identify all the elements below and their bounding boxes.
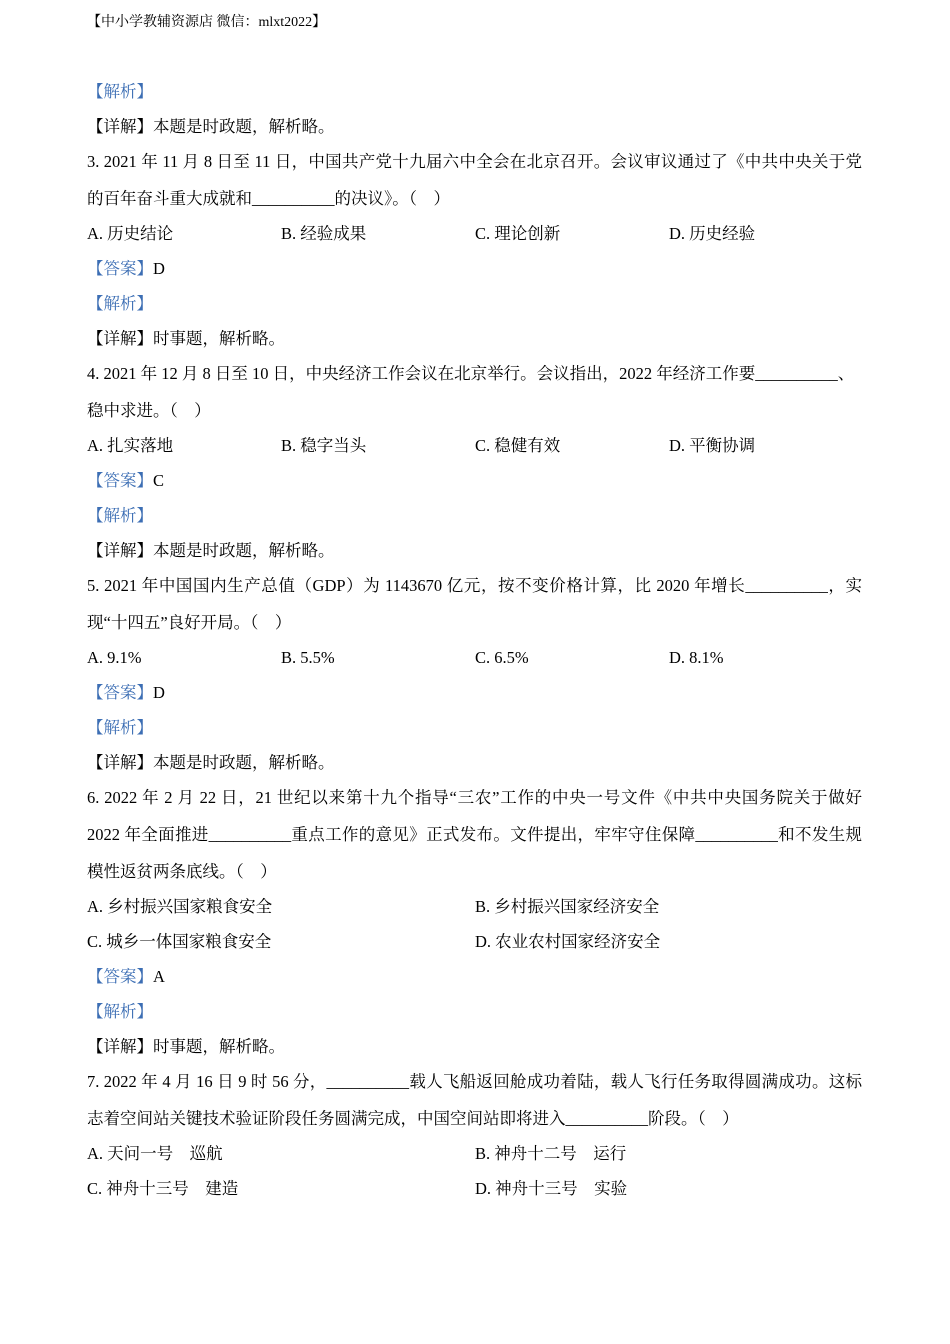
options-row xyxy=(87,924,862,959)
stem-line: 4. 2021 年 12 月 8 日至 10 日，中央经济工作会议在北京举行。会议指出，2022 年经济工作要__________、 xyxy=(87,363,855,383)
detail-line xyxy=(87,321,862,356)
stem-line: 5. 2021 年中国国内生产总值（GDP）为 1143670 亿元，按不变价格计算，比 2020 年增长__________，实 xyxy=(87,575,862,595)
options-row xyxy=(87,889,862,924)
analysis-label: 【解析】 xyxy=(87,81,153,101)
stem-line: 6. 2022 年 2 月 22 日，21 世纪以来第十九个指导“三农”工作的中央一号文件《中共中央国务院关于做好 xyxy=(87,787,862,807)
option-b: B. 5.5% xyxy=(281,647,335,667)
answer-label: 【答案】 xyxy=(87,470,153,490)
detail-text: 本题是时政题，解析略。 xyxy=(153,116,335,136)
options-row xyxy=(87,640,862,675)
analysis-label: 【解析】 xyxy=(87,293,153,313)
analysis-line xyxy=(87,498,862,533)
stem-line: 志着空间站关键技术验证阶段任务圆满完成，中国空间站即将进入__________阶段。（ ） xyxy=(87,1108,739,1128)
option-d: D. 神舟十三号 实验 xyxy=(475,1178,628,1198)
detail-text: 时事题，解析略。 xyxy=(153,328,285,348)
stem-line: 3. 2021 年 11 月 8 日至 11 日，中国共产党十九届六中全会在北京召开。会议审议通过了《中共中央关于党 xyxy=(87,151,862,171)
question-7 xyxy=(87,1063,862,1206)
option-c: C. 理论创新 xyxy=(475,223,561,243)
question-3 xyxy=(87,143,862,356)
options-row xyxy=(87,1171,862,1206)
option-d: D. 8.1% xyxy=(669,647,724,667)
option-c: C. 稳健有效 xyxy=(475,435,561,455)
detail-label: 【详解】 xyxy=(87,1036,153,1056)
detail-line xyxy=(87,109,862,144)
detail-line xyxy=(87,1029,862,1064)
detail-label: 【详解】 xyxy=(87,540,153,560)
option-a: A. 乡村振兴国家粮食安全 xyxy=(87,896,273,916)
analysis-label: 【解析】 xyxy=(87,505,153,525)
question-stem xyxy=(87,143,862,217)
question-stem xyxy=(87,1063,862,1137)
stem-line: 的百年奋斗重大成就和__________的决议》。（ ） xyxy=(87,188,450,208)
question-stem xyxy=(87,567,862,641)
option-b: B. 经验成果 xyxy=(281,223,367,243)
question-stem xyxy=(87,779,862,890)
stem-line: 稳中求进。（ ） xyxy=(87,400,211,420)
page-content xyxy=(87,74,862,1206)
answer-line xyxy=(87,463,862,498)
analysis-line xyxy=(87,74,862,109)
stem-line: 模性返贫两条底线。（ ） xyxy=(87,861,277,881)
answer-label: 【答案】 xyxy=(87,966,153,986)
analysis-label: 【解析】 xyxy=(87,717,153,737)
answer-value: C xyxy=(153,470,165,490)
option-d: D. 农业农村国家经济安全 xyxy=(475,931,661,951)
options-row xyxy=(87,428,862,463)
options-row xyxy=(87,1136,862,1171)
option-a: A. 扎实落地 xyxy=(87,435,174,455)
option-a: A. 天问一号 巡航 xyxy=(87,1143,223,1163)
option-b: B. 神舟十二号 运行 xyxy=(475,1143,627,1163)
detail-label: 【详解】 xyxy=(87,752,153,772)
stem-line: 2022 年全面推进__________重点工作的意见》正式发布。文件提出，牢牢守住保障__________和不发生规 xyxy=(87,824,862,844)
analysis-line xyxy=(87,286,862,321)
answer-label: 【答案】 xyxy=(87,682,153,702)
question-6 xyxy=(87,779,862,1064)
question-2-tail xyxy=(87,74,862,144)
option-d: D. 历史经验 xyxy=(669,223,756,243)
analysis-line xyxy=(87,994,862,1029)
option-c: C. 6.5% xyxy=(475,647,529,667)
stem-line: 7. 2022 年 4 月 16 日 9 时 56 分，__________载人飞船返回舱成功着陆，载人飞行任务取得圆满成功。这标 xyxy=(87,1071,862,1091)
option-a: A. 历史结论 xyxy=(87,223,174,243)
stem-line: 现“十四五”良好开局。（ ） xyxy=(87,612,292,632)
question-4 xyxy=(87,355,862,568)
answer-line xyxy=(87,251,862,286)
option-a: A. 9.1% xyxy=(87,647,142,667)
detail-text: 本题是时政题，解析略。 xyxy=(153,752,335,772)
detail-label: 【详解】 xyxy=(87,328,153,348)
analysis-label: 【解析】 xyxy=(87,1001,153,1021)
detail-line xyxy=(87,745,862,780)
option-b: B. 稳字当头 xyxy=(281,435,367,455)
watermark-header: 【中小学教辅资源店 微信：mlxt2022】 xyxy=(87,15,327,30)
detail-text: 时事题，解析略。 xyxy=(153,1036,285,1056)
option-d: D. 平衡协调 xyxy=(669,435,756,455)
detail-text: 本题是时政题，解析略。 xyxy=(153,540,335,560)
option-c: C. 城乡一体国家粮食安全 xyxy=(87,931,272,951)
answer-label: 【答案】 xyxy=(87,258,153,278)
answer-value: A xyxy=(153,966,165,986)
answer-value: D xyxy=(153,682,165,702)
options-row xyxy=(87,216,862,251)
question-5 xyxy=(87,567,862,780)
question-stem xyxy=(87,355,862,429)
answer-line xyxy=(87,959,862,994)
option-b: B. 乡村振兴国家经济安全 xyxy=(475,896,660,916)
analysis-line xyxy=(87,710,862,745)
detail-line xyxy=(87,533,862,568)
detail-label: 【详解】 xyxy=(87,116,153,136)
answer-value: D xyxy=(153,258,165,278)
option-c: C. 神舟十三号 建造 xyxy=(87,1178,239,1198)
answer-line xyxy=(87,675,862,710)
